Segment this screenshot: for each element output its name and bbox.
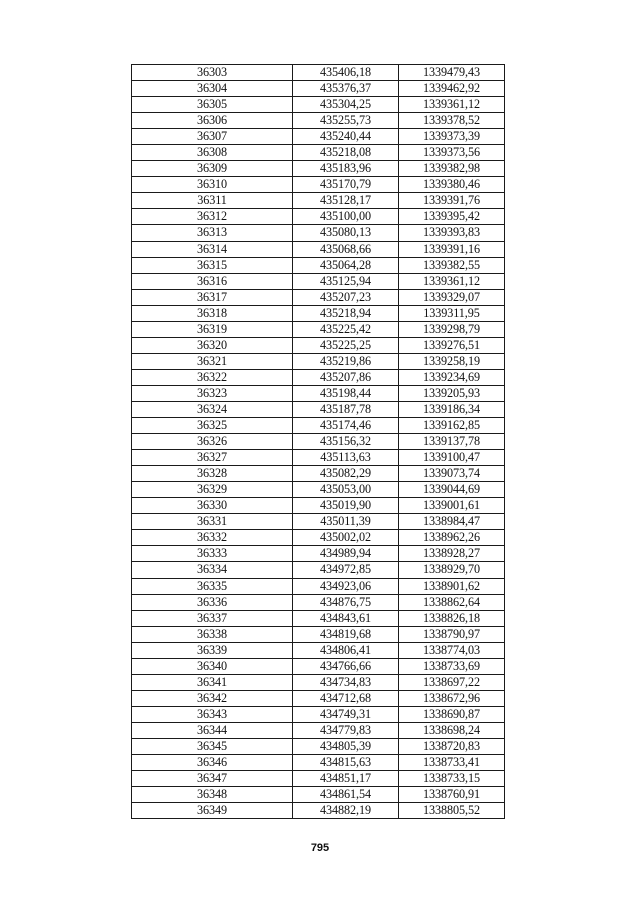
table-row (132, 177, 505, 193)
table-row (132, 305, 505, 321)
y-coordinate-cell: 1338901,62 (399, 578, 505, 594)
x-coordinate-cell: 435053,00 (293, 482, 399, 498)
table-row (132, 241, 505, 257)
point-number-cell: 36305 (132, 97, 293, 113)
point-number-cell: 36320 (132, 337, 293, 353)
table-row (132, 257, 505, 273)
point-number-cell: 36337 (132, 610, 293, 626)
y-coordinate-cell: 1338697,22 (399, 674, 505, 690)
y-coordinate-cell: 1338862,64 (399, 594, 505, 610)
point-number-cell: 36324 (132, 401, 293, 417)
y-coordinate-cell: 1339073,74 (399, 466, 505, 482)
y-coordinate-cell: 1339382,98 (399, 161, 505, 177)
x-coordinate-cell: 435225,42 (293, 321, 399, 337)
x-coordinate-cell: 435240,44 (293, 129, 399, 145)
table-row (132, 337, 505, 353)
table-row (132, 273, 505, 289)
table-row (132, 803, 505, 819)
point-number-cell: 36312 (132, 209, 293, 225)
table-row (132, 466, 505, 482)
table-row (132, 642, 505, 658)
point-number-cell: 36309 (132, 161, 293, 177)
x-coordinate-cell: 435011,39 (293, 514, 399, 530)
x-coordinate-cell: 435019,90 (293, 498, 399, 514)
x-coordinate-cell: 435170,79 (293, 177, 399, 193)
x-coordinate-cell: 435064,28 (293, 257, 399, 273)
table-row (132, 289, 505, 305)
point-number-cell: 36307 (132, 129, 293, 145)
y-coordinate-cell: 1339380,46 (399, 177, 505, 193)
x-coordinate-cell: 434882,19 (293, 803, 399, 819)
y-coordinate-cell: 1338928,27 (399, 546, 505, 562)
x-coordinate-cell: 435219,86 (293, 353, 399, 369)
y-coordinate-cell: 1338760,91 (399, 787, 505, 803)
y-coordinate-cell: 1339329,07 (399, 289, 505, 305)
point-number-cell: 36335 (132, 578, 293, 594)
y-coordinate-cell: 1338774,03 (399, 642, 505, 658)
y-coordinate-cell: 1339391,76 (399, 193, 505, 209)
table-row (132, 530, 505, 546)
point-number-cell: 36343 (132, 706, 293, 722)
point-number-cell: 36322 (132, 369, 293, 385)
point-number-cell: 36315 (132, 257, 293, 273)
y-coordinate-cell: 1338929,70 (399, 562, 505, 578)
table-row (132, 97, 505, 113)
point-number-cell: 36325 (132, 418, 293, 434)
point-number-cell: 36311 (132, 193, 293, 209)
y-coordinate-cell: 1339361,12 (399, 273, 505, 289)
table-row (132, 722, 505, 738)
x-coordinate-cell: 434819,68 (293, 626, 399, 642)
x-coordinate-cell: 434766,66 (293, 658, 399, 674)
y-coordinate-cell: 1339186,34 (399, 401, 505, 417)
x-coordinate-cell: 434806,41 (293, 642, 399, 658)
coordinates-table (131, 64, 505, 819)
x-coordinate-cell: 434851,17 (293, 771, 399, 787)
y-coordinate-cell: 1339311,95 (399, 305, 505, 321)
table-row (132, 113, 505, 129)
x-coordinate-cell: 435218,08 (293, 145, 399, 161)
table-row (132, 321, 505, 337)
table-row (132, 385, 505, 401)
point-number-cell: 36316 (132, 273, 293, 289)
x-coordinate-cell: 434843,61 (293, 610, 399, 626)
x-coordinate-cell: 434989,94 (293, 546, 399, 562)
point-number-cell: 36341 (132, 674, 293, 690)
x-coordinate-cell: 434734,83 (293, 674, 399, 690)
y-coordinate-cell: 1339373,56 (399, 145, 505, 161)
y-coordinate-cell: 1339378,52 (399, 113, 505, 129)
x-coordinate-cell: 435113,63 (293, 450, 399, 466)
point-number-cell: 36327 (132, 450, 293, 466)
point-number-cell: 36336 (132, 594, 293, 610)
point-number-cell: 36332 (132, 530, 293, 546)
table-row (132, 145, 505, 161)
table-row (132, 209, 505, 225)
y-coordinate-cell: 1339234,69 (399, 369, 505, 385)
y-coordinate-cell: 1338733,15 (399, 771, 505, 787)
x-coordinate-cell: 435187,78 (293, 401, 399, 417)
y-coordinate-cell: 1339373,39 (399, 129, 505, 145)
point-number-cell: 36348 (132, 787, 293, 803)
y-coordinate-cell: 1338720,83 (399, 738, 505, 754)
table-row (132, 738, 505, 754)
table-row (132, 578, 505, 594)
table-row (132, 690, 505, 706)
y-coordinate-cell: 1339137,78 (399, 434, 505, 450)
point-number-cell: 36347 (132, 771, 293, 787)
y-coordinate-cell: 1339205,93 (399, 385, 505, 401)
y-coordinate-cell: 1339479,43 (399, 65, 505, 81)
x-coordinate-cell: 434972,85 (293, 562, 399, 578)
y-coordinate-cell: 1338984,47 (399, 514, 505, 530)
y-coordinate-cell: 1339044,69 (399, 482, 505, 498)
table-row (132, 706, 505, 722)
x-coordinate-cell: 434779,83 (293, 722, 399, 738)
x-coordinate-cell: 435304,25 (293, 97, 399, 113)
table-row (132, 562, 505, 578)
table-row (132, 482, 505, 498)
y-coordinate-cell: 1338733,69 (399, 658, 505, 674)
table-row (132, 81, 505, 97)
x-coordinate-cell: 434923,06 (293, 578, 399, 594)
x-coordinate-cell: 435225,25 (293, 337, 399, 353)
table-row (132, 161, 505, 177)
point-number-cell: 36304 (132, 81, 293, 97)
point-number-cell: 36339 (132, 642, 293, 658)
y-coordinate-cell: 1339001,61 (399, 498, 505, 514)
page-number: 795 (310, 842, 330, 854)
table-row (132, 401, 505, 417)
coordinates-table-body (132, 65, 505, 819)
y-coordinate-cell: 1338733,41 (399, 755, 505, 771)
x-coordinate-cell: 434861,54 (293, 787, 399, 803)
point-number-cell: 36345 (132, 738, 293, 754)
y-coordinate-cell: 1339391,16 (399, 241, 505, 257)
y-coordinate-cell: 1339276,51 (399, 337, 505, 353)
point-number-cell: 36342 (132, 690, 293, 706)
point-number-cell: 36310 (132, 177, 293, 193)
table-row (132, 65, 505, 81)
point-number-cell: 36319 (132, 321, 293, 337)
table-row (132, 450, 505, 466)
point-number-cell: 36308 (132, 145, 293, 161)
y-coordinate-cell: 1338962,26 (399, 530, 505, 546)
y-coordinate-cell: 1338826,18 (399, 610, 505, 626)
point-number-cell: 36340 (132, 658, 293, 674)
table-row (132, 129, 505, 145)
table-row (132, 674, 505, 690)
x-coordinate-cell: 435174,46 (293, 418, 399, 434)
x-coordinate-cell: 434712,68 (293, 690, 399, 706)
point-number-cell: 36329 (132, 482, 293, 498)
table-row (132, 353, 505, 369)
point-number-cell: 36314 (132, 241, 293, 257)
table-row (132, 418, 505, 434)
table-row (132, 626, 505, 642)
point-number-cell: 36333 (132, 546, 293, 562)
table-row (132, 658, 505, 674)
point-number-cell: 36344 (132, 722, 293, 738)
table-row (132, 225, 505, 241)
point-number-cell: 36303 (132, 65, 293, 81)
table-row (132, 787, 505, 803)
y-coordinate-cell: 1339162,85 (399, 418, 505, 434)
x-coordinate-cell: 435207,86 (293, 369, 399, 385)
point-number-cell: 36317 (132, 289, 293, 305)
point-number-cell: 36318 (132, 305, 293, 321)
table-row (132, 771, 505, 787)
x-coordinate-cell: 435082,29 (293, 466, 399, 482)
y-coordinate-cell: 1339361,12 (399, 97, 505, 113)
table-row (132, 193, 505, 209)
x-coordinate-cell: 435255,73 (293, 113, 399, 129)
x-coordinate-cell: 435198,44 (293, 385, 399, 401)
point-number-cell: 36323 (132, 385, 293, 401)
x-coordinate-cell: 434815,63 (293, 755, 399, 771)
x-coordinate-cell: 435128,17 (293, 193, 399, 209)
x-coordinate-cell: 434749,31 (293, 706, 399, 722)
x-coordinate-cell: 435100,00 (293, 209, 399, 225)
y-coordinate-cell: 1339462,92 (399, 81, 505, 97)
point-number-cell: 36321 (132, 353, 293, 369)
table-row (132, 369, 505, 385)
x-coordinate-cell: 435376,37 (293, 81, 399, 97)
table-row (132, 498, 505, 514)
point-number-cell: 36338 (132, 626, 293, 642)
table-row (132, 594, 505, 610)
point-number-cell: 36346 (132, 755, 293, 771)
y-coordinate-cell: 1338790,97 (399, 626, 505, 642)
x-coordinate-cell: 434876,75 (293, 594, 399, 610)
point-number-cell: 36334 (132, 562, 293, 578)
table-row (132, 610, 505, 626)
x-coordinate-cell: 435068,66 (293, 241, 399, 257)
y-coordinate-cell: 1338805,52 (399, 803, 505, 819)
point-number-cell: 36349 (132, 803, 293, 819)
y-coordinate-cell: 1339298,79 (399, 321, 505, 337)
point-number-cell: 36328 (132, 466, 293, 482)
x-coordinate-cell: 435406,18 (293, 65, 399, 81)
x-coordinate-cell: 435207,23 (293, 289, 399, 305)
x-coordinate-cell: 435002,02 (293, 530, 399, 546)
point-number-cell: 36326 (132, 434, 293, 450)
y-coordinate-cell: 1338672,96 (399, 690, 505, 706)
table-row (132, 434, 505, 450)
point-number-cell: 36306 (132, 113, 293, 129)
x-coordinate-cell: 435080,13 (293, 225, 399, 241)
x-coordinate-cell: 435125,94 (293, 273, 399, 289)
y-coordinate-cell: 1338690,87 (399, 706, 505, 722)
table-row (132, 755, 505, 771)
y-coordinate-cell: 1339395,42 (399, 209, 505, 225)
y-coordinate-cell: 1339382,55 (399, 257, 505, 273)
point-number-cell: 36313 (132, 225, 293, 241)
y-coordinate-cell: 1338698,24 (399, 722, 505, 738)
x-coordinate-cell: 435218,94 (293, 305, 399, 321)
x-coordinate-cell: 435183,96 (293, 161, 399, 177)
y-coordinate-cell: 1339100,47 (399, 450, 505, 466)
y-coordinate-cell: 1339258,19 (399, 353, 505, 369)
table-row (132, 514, 505, 530)
x-coordinate-cell: 434805,39 (293, 738, 399, 754)
point-number-cell: 36330 (132, 498, 293, 514)
y-coordinate-cell: 1339393,83 (399, 225, 505, 241)
x-coordinate-cell: 435156,32 (293, 434, 399, 450)
table-row (132, 546, 505, 562)
point-number-cell: 36331 (132, 514, 293, 530)
